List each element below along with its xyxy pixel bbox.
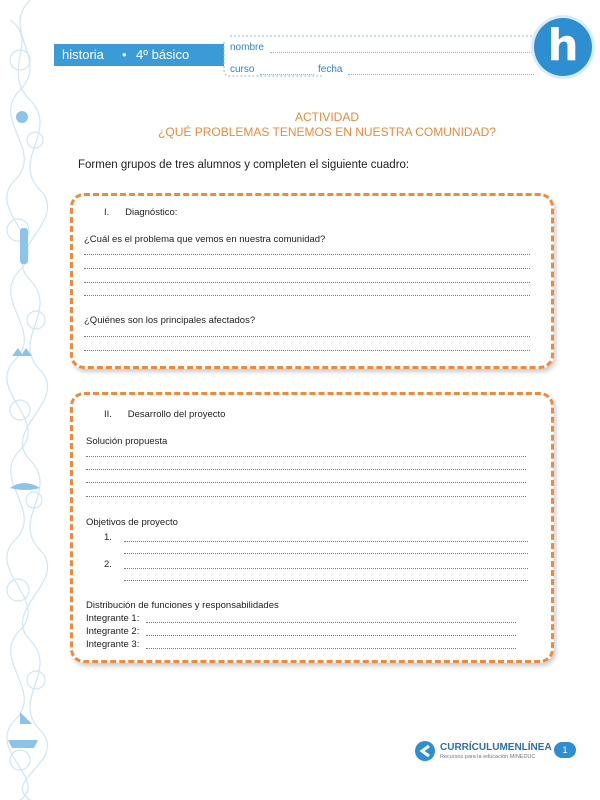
logo-letter: h (547, 20, 579, 71)
grade-label: 4º básico (136, 47, 190, 62)
instructions: Formen grupos de tres alumnos y completen el siguiente cuadro: (78, 159, 410, 171)
member-1-field[interactable] (146, 622, 516, 623)
member-2-field[interactable] (146, 635, 516, 636)
figure-icon (20, 228, 28, 264)
answer-line[interactable] (86, 482, 526, 483)
answer-line[interactable] (84, 336, 530, 337)
objectives-label: Objetivos de proyecto (86, 517, 178, 528)
member-3-label: Integrante 3: (86, 639, 140, 650)
curso-field[interactable] (260, 74, 314, 75)
activity-title: ACTIVIDAD (294, 110, 359, 124)
subject-band (54, 44, 224, 66)
member-1-label: Integrante 1: (86, 613, 140, 624)
objective-line[interactable] (124, 568, 528, 569)
answer-line[interactable] (86, 496, 526, 497)
subject-label: historia (62, 47, 104, 62)
decorative-swirls (0, 0, 54, 800)
objective-number-1: 1. (104, 532, 112, 543)
diagnostico-box (70, 193, 554, 369)
brand-name: CURRÍCULUMENLÍNEA (440, 742, 552, 753)
answer-line[interactable] (84, 350, 530, 351)
objective-line[interactable] (124, 580, 528, 581)
section1-heading: I. Diagnóstico: (104, 207, 178, 218)
objective-line[interactable] (124, 553, 528, 554)
answer-line[interactable] (84, 295, 530, 296)
page-number: 1 (554, 742, 576, 758)
info-box-outline (222, 34, 552, 78)
bullet-separator: • (122, 47, 127, 62)
sidebar-decoration (0, 0, 54, 800)
member-3-field[interactable] (146, 648, 516, 649)
ship-icon (8, 710, 38, 748)
student-info-box (222, 34, 552, 78)
activity-question: ¿QUÉ PROBLEMAS TENEMOS EN NUESTRA COMUNIDAD? (158, 125, 496, 139)
nombre-label: nombre (230, 42, 264, 53)
section2-heading: II. Desarrollo del proyecto (104, 409, 226, 420)
wave-icon (10, 483, 40, 490)
solution-label: Solución propuesta (86, 436, 168, 447)
fecha-label: fecha (318, 64, 343, 75)
objective-line[interactable] (124, 541, 528, 542)
globe-icon (16, 111, 28, 123)
answer-line[interactable] (86, 456, 526, 457)
curso-label: curso (230, 64, 255, 75)
nombre-field[interactable] (270, 52, 534, 53)
member-2-label: Integrante 2: (86, 626, 140, 637)
answer-line[interactable] (84, 282, 530, 283)
answer-line[interactable] (84, 268, 530, 269)
objective-number-2: 2. (104, 559, 112, 570)
brand-tagline: Recursos para la educación MINEDUC (440, 754, 536, 760)
distribution-label: Distribución de funciones y responsabilidades (86, 600, 279, 611)
question-problem: ¿Cuál es el problema que vemos en nuestra comunidad? (84, 234, 326, 245)
curriculum-logo-icon (414, 740, 436, 762)
answer-line[interactable] (86, 469, 526, 470)
question-affected: ¿Quiénes son los principales afectados? (84, 315, 256, 326)
fecha-field[interactable] (348, 74, 534, 75)
h-logo (534, 18, 592, 76)
answer-line[interactable] (84, 254, 530, 255)
